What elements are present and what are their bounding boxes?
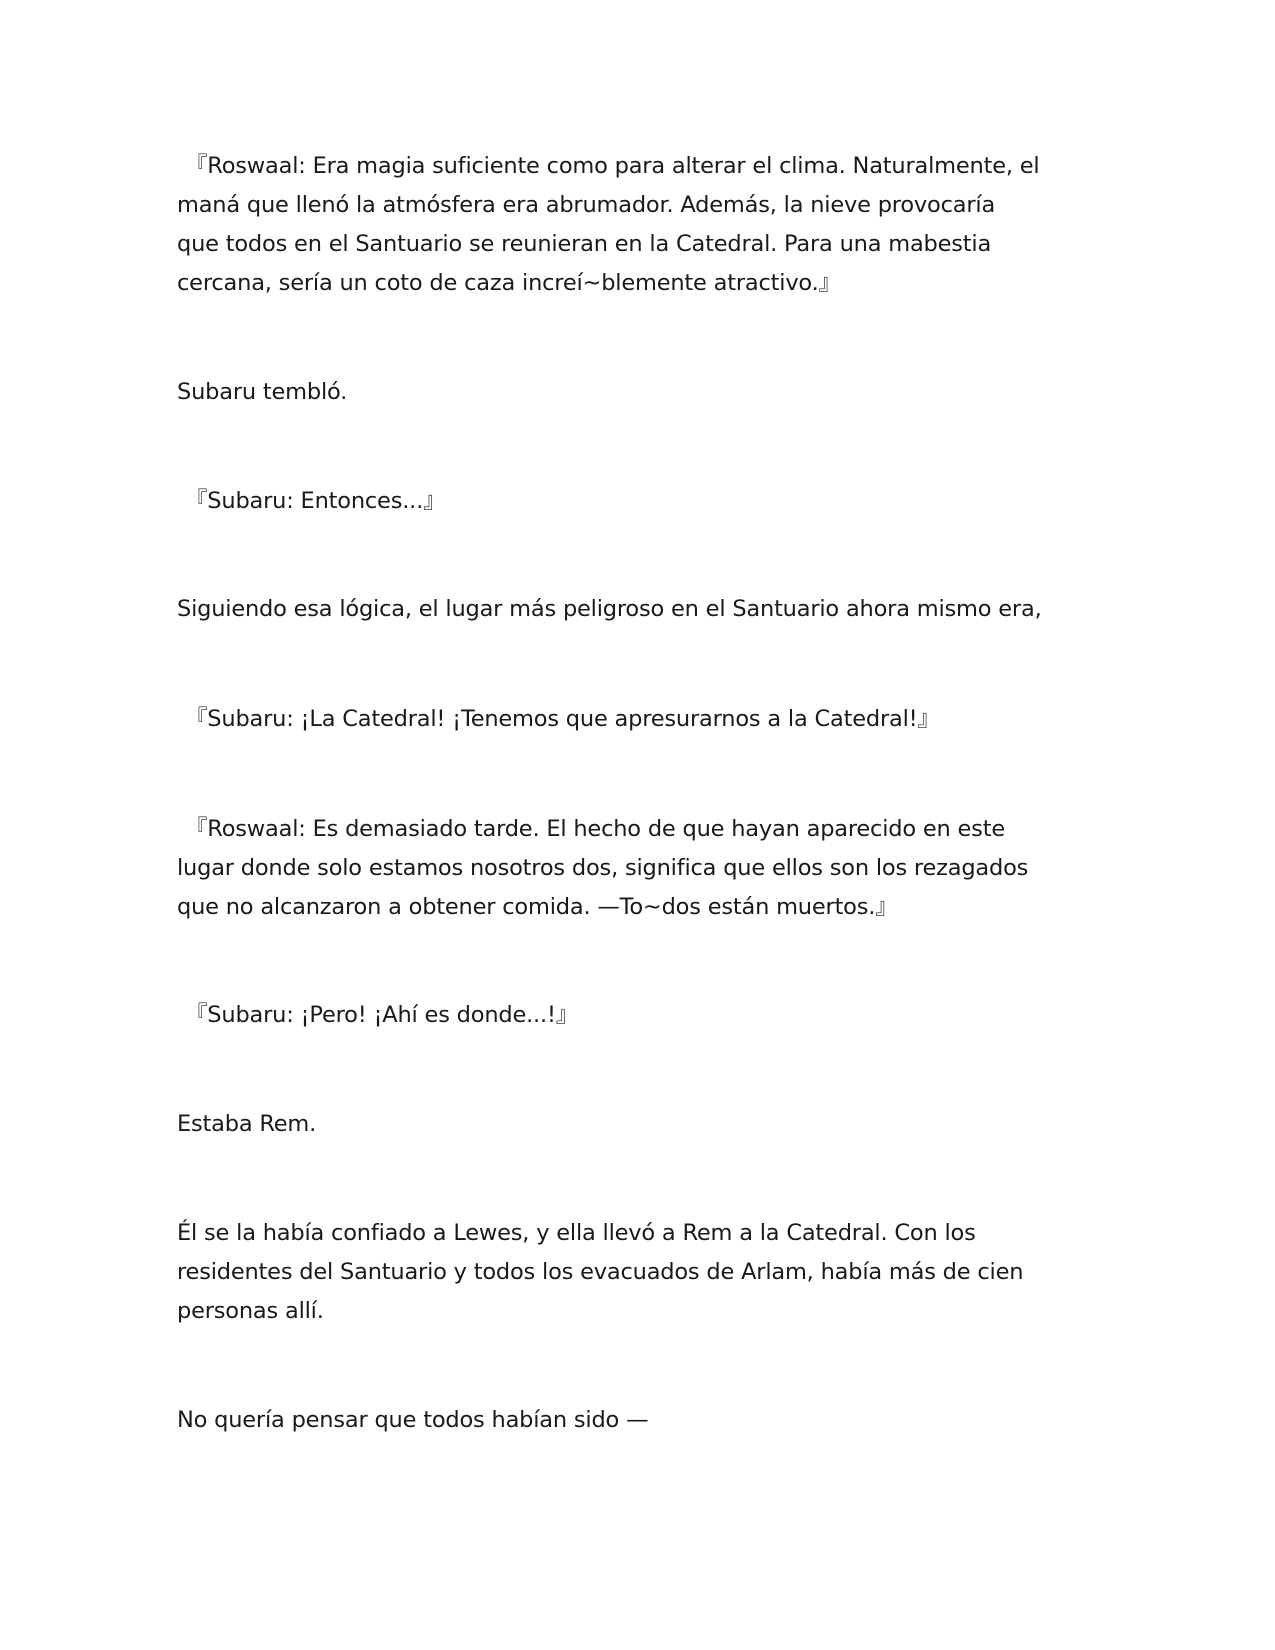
text-line: 『Subaru: ¡La Catedral! ¡Tenemos que apresurarnos a la Catedral!』 bbox=[185, 706, 940, 732]
paragraph-subaru-entonces bbox=[177, 482, 1107, 521]
text-line: que todos en el Santuario se reunieran en la Catedral. Para una mabestia bbox=[177, 231, 992, 257]
text-line: cercana, sería un coto de caza increí~blemente atractivo.』 bbox=[177, 270, 841, 296]
text-line: Estaba Rem. bbox=[177, 1111, 317, 1137]
text-line: 『Roswaal: Es demasiado tarde. El hecho de que hayan aparecido en este bbox=[185, 816, 1005, 842]
text-line: No quería pensar que todos habían sido — bbox=[177, 1407, 649, 1433]
text-line: Él se la había confiado a Lewes, y ella llevó a Rem a la Catedral. Con los bbox=[177, 1220, 976, 1246]
text-line: residentes del Santuario y todos los evacuados de Arlam, había más de cien bbox=[177, 1259, 1024, 1285]
text-line: que no alcanzaron a obtener comida. —To~dos están muertos.』 bbox=[177, 894, 898, 920]
text-line: maná que llenó la atmósfera era abrumador. Además, la nieve provocaría bbox=[177, 192, 996, 218]
paragraph-no-queria bbox=[177, 1401, 1107, 1440]
text-line: 『Subaru: ¡Pero! ¡Ahí es donde...!』 bbox=[185, 1002, 579, 1028]
paragraph-estaba-rem bbox=[177, 1105, 1107, 1144]
text-line: 『Subaru: Entonces...』 bbox=[185, 488, 446, 514]
paragraph-roswaal-too-late bbox=[177, 810, 1107, 927]
text-line: Siguiendo esa lógica, el lugar más peligroso en el Santuario ahora mismo era, bbox=[177, 596, 1042, 622]
text-line: Subaru tembló. bbox=[177, 379, 348, 405]
text-line: personas allí. bbox=[177, 1298, 324, 1324]
paragraph-logic bbox=[177, 590, 1107, 629]
paragraph-subaru-pero bbox=[177, 996, 1107, 1035]
text-line: lugar donde solo estamos nosotros dos, significa que ellos son los rezagados bbox=[177, 855, 1029, 881]
text-line: 『Roswaal: Era magia suficiente como para alterar el clima. Naturalmente, el bbox=[185, 153, 1040, 179]
paragraph-lewes bbox=[177, 1214, 1107, 1331]
paragraph-roswaal-weather bbox=[177, 147, 1107, 303]
paragraph-subaru-catedral bbox=[177, 700, 1107, 739]
paragraph-subaru-trembled bbox=[177, 373, 1107, 412]
